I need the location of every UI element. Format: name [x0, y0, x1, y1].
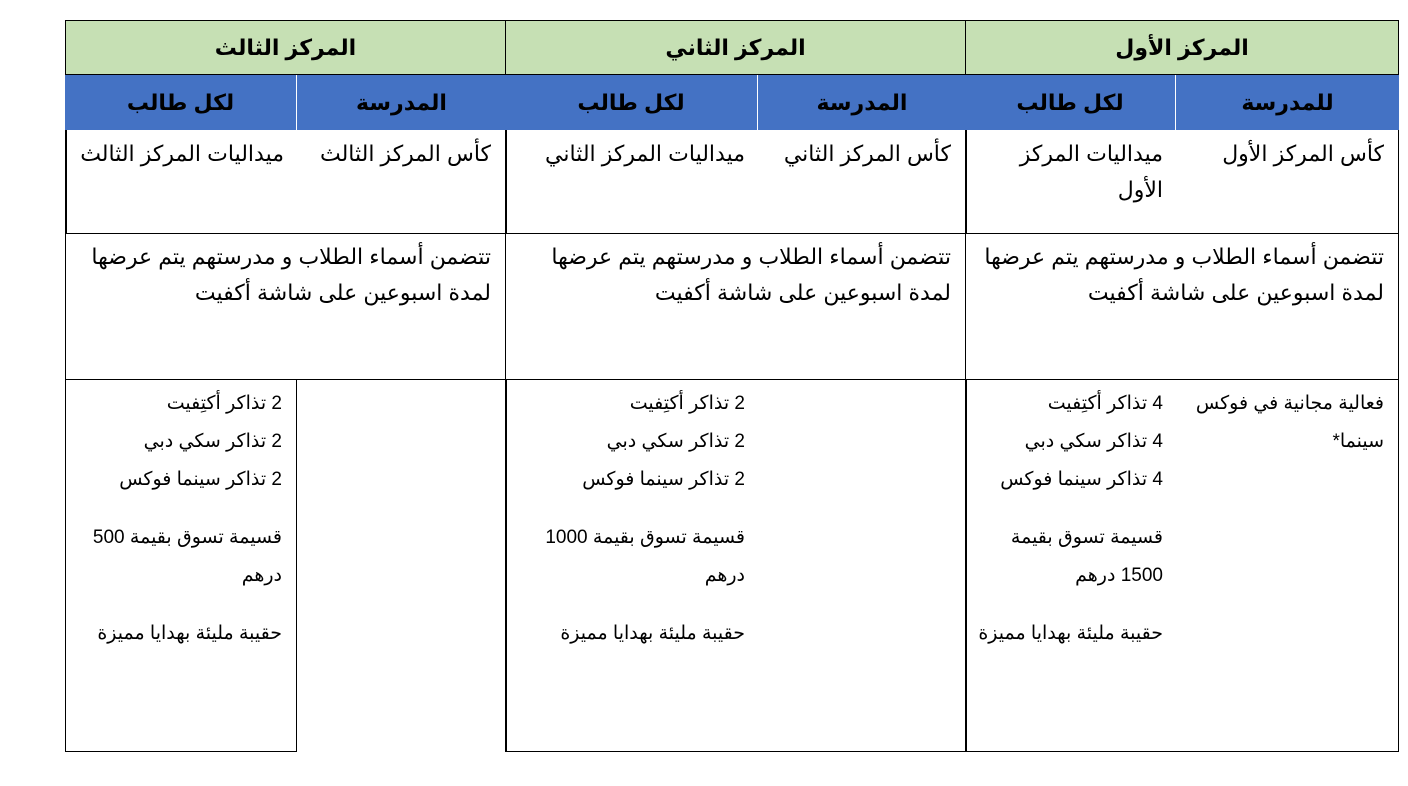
center-3-trophy-row: [65, 130, 506, 234]
center-3-school-trophy: كأس المركز الثالث: [319, 141, 491, 166]
center-2-school-trophy: كأس المركز الثاني: [783, 141, 951, 166]
center-2-student-medals: ميداليات المركز الثاني: [506, 130, 759, 233]
center-1-bag: حقيبة مليئة بهدايا مميزة: [978, 623, 1163, 644]
center-1-subheader-row: [965, 75, 1399, 130]
center-1-title: المركز الأول: [965, 20, 1399, 75]
center-2-school-header: المدرسة: [757, 75, 966, 130]
center-1-school-extra-text: فعالية مجانية في فوكس سينما*: [1195, 393, 1384, 452]
center-1-student-header: لكل طالب: [965, 75, 1175, 130]
center-1-announcement: تتضمن أسماء الطلاب و مدرستهم يتم عرضها لمدة اسبوعين على شاشة أكفيت: [965, 233, 1399, 380]
center-1-student-medals: ميداليات المركز الأول: [966, 130, 1177, 233]
center-2-subheader-row: [505, 75, 966, 130]
center-1-prizes-row: [965, 379, 1399, 752]
center-2-prize-cinema: 2 تذاكر سينما فوكس: [582, 469, 745, 490]
center-3-student-prizes-list: [66, 379, 296, 751]
center-1-voucher: قسيمة تسوق بقيمة 1500 درهم: [1010, 527, 1163, 586]
center-1-school-trophy: كأس المركز الأول: [1222, 141, 1384, 166]
center-2-announcement: تتضمن أسماء الطلاب و مدرستهم يتم عرضها لمدة اسبوعين على شاشة أكفيت: [505, 233, 966, 380]
center-2-prizes-row: [505, 379, 966, 752]
center-1-prize-cinema: 4 تذاكر سينما فوكس: [1000, 469, 1163, 490]
center-1-prize-actifit: 4 تذاكر أكتِفيت: [1047, 393, 1163, 414]
center-3-student-medals: ميداليات المركز الثالث: [66, 130, 298, 233]
center-2-student-header: لكل طالب: [505, 75, 757, 130]
center-1-school-header: للمدرسة: [1175, 75, 1399, 130]
center-2-student-prizes: [506, 379, 759, 751]
center-3-school-header: المدرسة: [296, 75, 506, 130]
center-1-trophy-row: [965, 130, 1399, 234]
center-3-announcement: تتضمن أسماء الطلاب و مدرستهم يتم عرضها لمدة اسبوعين على شاشة أكفيت: [65, 233, 506, 380]
center-3-prize-actifit: 2 تذاكر أكتِفيت: [166, 393, 282, 414]
center-2-prize-actifit: 2 تذاكر أكتِفيت: [629, 393, 745, 414]
center-2-bag: حقيبة مليئة بهدايا مميزة: [560, 623, 745, 644]
center-3-prize-cinema: 2 تذاكر سينما فوكس: [119, 469, 282, 490]
center-1-school-extra: [1176, 379, 1398, 751]
center-3-voucher: قسيمة تسوق بقيمة 500 درهم: [92, 527, 282, 586]
center-3-subheader-row: [65, 75, 506, 130]
center-1-prize-ski: 4 تذاكر سكي دبي: [1024, 431, 1163, 452]
center-1-student-prizes: [966, 379, 1177, 751]
center-2-voucher: قسيمة تسوق بقيمة 1000 درهم: [545, 527, 745, 586]
center-3-title: المركز الثالث: [65, 20, 506, 75]
center-2-prize-ski: 2 تذاكر سكي دبي: [606, 431, 745, 452]
center-3-bag: حقيبة مليئة بهدايا مميزة: [97, 623, 282, 644]
center-3-prize-ski: 2 تذاكر سكي دبي: [143, 431, 282, 452]
center-3-student-prizes: [65, 379, 297, 752]
center-3-student-header: لكل طالب: [65, 75, 296, 130]
center-2-trophy-row: [505, 130, 966, 234]
center-2-title: المركز الثاني: [505, 20, 966, 75]
